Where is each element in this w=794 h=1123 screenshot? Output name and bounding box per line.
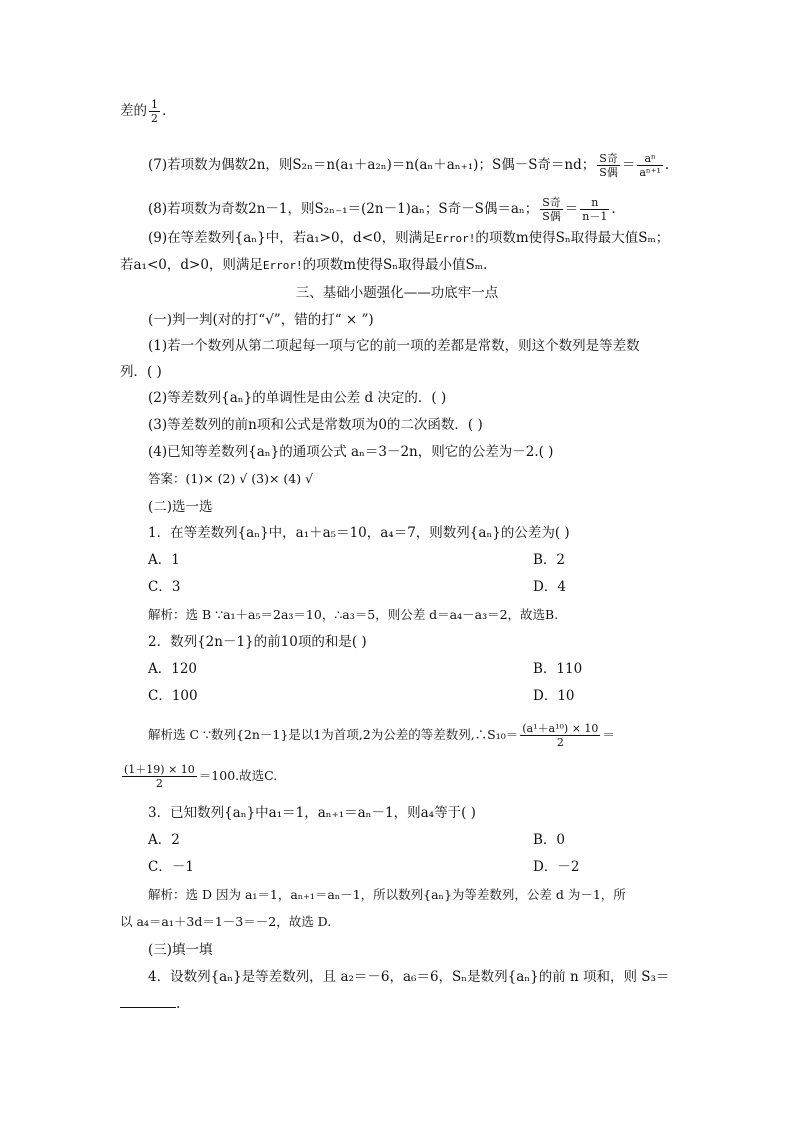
option-a: A．2: [148, 832, 180, 848]
answer-blank[interactable]: [120, 995, 176, 1008]
fraction-numerator: S奇: [542, 196, 561, 209]
subsection-heading: (三)填一填: [148, 942, 213, 958]
option-row: [148, 858, 708, 876]
solution-text: [120, 763, 680, 790]
option-row: [148, 578, 708, 596]
option-c: C．100: [148, 688, 198, 704]
error-placeholder: Error!: [435, 232, 476, 245]
fraction-denominator: aⁿ⁺¹: [639, 166, 661, 179]
option-row: [148, 687, 708, 705]
question-text: 2．数列{2n－1}的前10项的和是( ): [148, 634, 367, 650]
option-b: B．110: [533, 661, 583, 677]
text-fragment: 的项数m使得Sₙ取得最大值Sₘ；: [475, 230, 670, 246]
text-fragment: (7)若项数为偶数2n，则S₂ₙ＝n(a₁＋a₂ₙ)＝n(aₙ＋aₙ₊₁)；S偶－S奇＝nd；: [148, 157, 596, 173]
fraction: [540, 196, 563, 223]
option-b: B．2: [533, 552, 566, 568]
fraction-denominator: S偶: [542, 210, 561, 223]
equals-sign: ＝: [621, 157, 636, 173]
fraction-numerator: 1: [151, 98, 158, 111]
fraction-numerator: S奇: [599, 152, 618, 165]
fraction: [637, 152, 663, 179]
subsection-heading: (一)判一判(对的打“√”，错的打“ × ”): [148, 312, 374, 328]
fraction-denominator: 2: [155, 777, 163, 790]
question-text: (3)等差数列的前n项和公式是常数项为0的二次函数．( ): [148, 417, 483, 433]
fraction-denominator: S偶: [599, 166, 618, 179]
question-text: (2)等差数列{aₙ}的单调性是由公差 d 决定的．( ): [148, 390, 447, 406]
option-c: C．3: [148, 579, 181, 595]
text-line: (7)若项数为偶数2n，则S₂ₙ＝n(a₁＋a₂ₙ)＝n(aₙ＋aₙ₊₁)；S偶－S奇＝nd； $\frac{\text{S奇}}{\text{S偶}}$ ＝ $\frac{\text{aⁿ}}{\text{aⁿ⁺¹}}$ .: [148, 152, 670, 179]
option-row: [148, 831, 708, 849]
period: .: [162, 103, 167, 119]
error-placeholder: Error!: [262, 259, 303, 272]
option-row: [148, 660, 708, 678]
option-a: A．1: [148, 552, 180, 568]
fraction-numerator: (1＋19) × 10: [124, 763, 195, 776]
question-text: (4)已知等差数列{aₙ}的通项公式 aₙ＝3－2n，则它的公差为－2.( ): [148, 444, 554, 460]
answer-blank-line: [120, 995, 680, 1013]
section-heading: 三、基础小题强化——功底牢一点: [295, 285, 499, 301]
fraction-numerator: n: [580, 196, 609, 210]
equals-sign: ＝: [564, 201, 579, 217]
equals-sign: ＝: [602, 727, 615, 742]
option-d: D．10: [533, 688, 575, 704]
fraction: [149, 98, 160, 125]
fraction-denominator: 2: [556, 736, 564, 749]
question-text: 列．( ): [120, 364, 162, 380]
subsection-heading: (二)选一选: [148, 499, 213, 515]
option-d: D．4: [533, 579, 566, 595]
fraction-denominator: n－1: [582, 210, 608, 223]
text-line: [148, 229, 708, 248]
text-fragment: 若a₁<0，d>0，则满足: [120, 257, 263, 273]
answer-line: 答案：(1)× (2) √ (3)× (4) √: [148, 471, 314, 486]
period: .: [176, 996, 181, 1012]
question-text: 4．设数列{aₙ}是等差数列，且 a₂＝－6，a₆＝6，Sₙ是数列{aₙ}的前 n 项和，则 S₃＝: [148, 969, 670, 985]
solution-text: 解析：选 B ∵a₁＋a₅＝2a₃＝10，∴a₃＝5，则公差 d＝a₄－a₃＝2，故选B.: [148, 607, 559, 622]
option-a: A．120: [148, 661, 198, 677]
option-d: D．－2: [533, 859, 580, 875]
solution-text: [148, 722, 678, 749]
question-text: 3．已知数列{aₙ}中a₁＝1，aₙ₊₁＝aₙ－1，则a₄等于( ): [148, 805, 476, 821]
fraction: [597, 152, 620, 179]
fraction: [122, 763, 197, 790]
text-fragment: 解析选 C ∵数列{2n－1}是以1为首项,2为公差的等差数列,∴S₁₀＝: [148, 727, 519, 742]
text-fragment: 的项数m使得Sₙ取得最小值Sₘ.: [302, 257, 488, 273]
fraction: [520, 722, 600, 749]
option-row: [148, 551, 708, 569]
question-text: 1．在等差数列{aₙ}中，a₁＋a₅＝10，a₄＝7，则数列{aₙ}的公差为( ): [148, 525, 570, 541]
solution-text: 以 a₄＝a₁＋3d＝1－3＝－2，故选 D.: [120, 914, 332, 929]
text-fragment: ＝100.故选C.: [198, 768, 278, 783]
solution-text: 解析：选 D 因为 a₁＝1，aₙ₊₁＝aₙ－1，所以数列{aₙ}为等差数列，公差 d 为－1，所: [148, 887, 626, 902]
text-line: [120, 256, 680, 275]
text-fragment: 差的: [120, 103, 147, 119]
fraction-denominator: 2: [151, 112, 158, 125]
text-fragment: (9)在等差数列{aₙ}中，若a₁>0，d<0，则满足: [148, 230, 436, 246]
text-line: (8)若项数为奇数2n－1，则S₂ₙ₋₁＝(2n－1)aₙ；S奇－S偶＝aₙ； $\frac{\text{S奇}}{\text{S偶}}$ ＝ $\frac{n}{n-1}$ .: [148, 196, 616, 223]
fraction: [580, 196, 609, 223]
text-fragment: (8)若项数为奇数2n－1，则S₂ₙ₋₁＝(2n－1)aₙ；S奇－S偶＝aₙ；: [148, 201, 539, 217]
question-text: (1)若一个数列从第二项起每一项与它的前一项的差都是常数，则这个数列是等差数: [148, 338, 640, 354]
option-b: B．0: [533, 832, 566, 848]
option-c: C．－1: [148, 859, 194, 875]
fraction-numerator: (a¹＋a¹⁰) × 10: [522, 722, 599, 735]
text-line: [120, 98, 680, 125]
fraction-numerator: aⁿ: [637, 152, 663, 166]
